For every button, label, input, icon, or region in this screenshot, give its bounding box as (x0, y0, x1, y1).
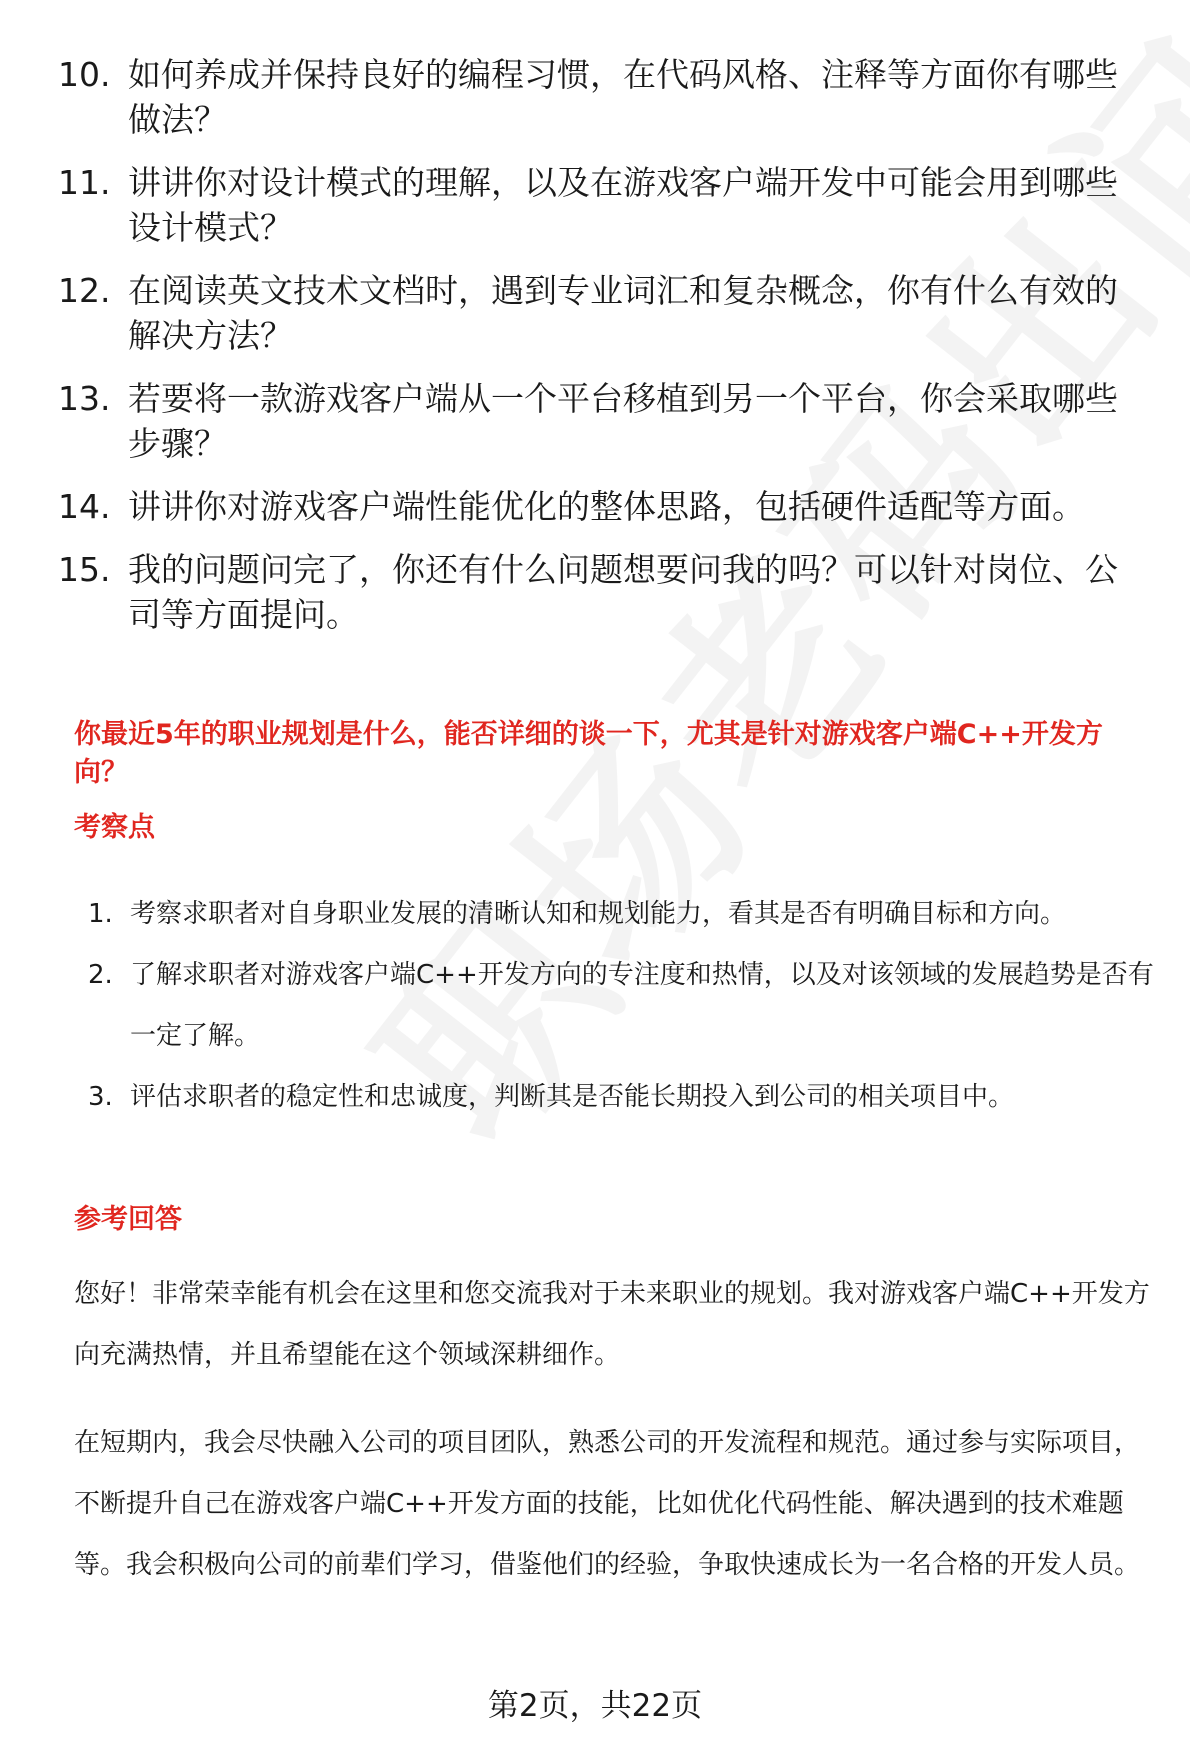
question-item (58, 268, 1148, 358)
point-text: 了解求职者对游戏客户端C++开发方向的专注度和热情，以及对该领域的发展趋势是否有一定了解。 (130, 960, 1154, 1051)
question-list (58, 52, 1148, 655)
page-number-footer: 第2页，共22页 (487, 1688, 703, 1724)
question-item (58, 547, 1148, 637)
question-text: 讲讲你对游戏客户端性能优化的整体思路，包括硬件适配等方面。 (128, 487, 1085, 526)
question-number: 14. (58, 487, 111, 526)
point-number: 2. (88, 960, 113, 990)
question-number: 15. (58, 550, 111, 589)
points-list (88, 884, 1158, 1128)
point-text: 考察求职者对自身职业发展的清晰认知和规划能力，看其是否有明确目标和方向。 (130, 899, 1067, 929)
point-item (88, 884, 1158, 945)
question-number: 10. (58, 55, 111, 94)
question-text: 如何养成并保持良好的编程习惯，在代码风格、注释等方面你有哪些做法？ (128, 55, 1118, 139)
points-heading: 考察点 (74, 812, 155, 843)
answer-paragraph: 在短期内，我会尽快融入公司的项目团队，熟悉公司的开发流程和规范。通过参与实际项目，不断提升自己在游戏客户端C++开发方面的技能，比如优化代码性能、解决遇到的技术难题等。我会积极向公司的前辈们学习，借鉴他们的经验，争取快速成长为一名合格的开发人员。 (74, 1428, 1141, 1580)
question-text: 若要将一款游戏客户端从一个平台移植到另一个平台，你会采取哪些步骤？ (128, 379, 1118, 463)
question-number: 13. (58, 379, 111, 418)
question-text: 在阅读英文技术文档时，遇到专业词汇和复杂概念，你有什么有效的解决方法？ (128, 271, 1118, 355)
question-number: 12. (58, 271, 111, 310)
point-number: 3. (88, 1082, 113, 1112)
question-item (58, 376, 1148, 466)
point-item (88, 945, 1158, 1067)
question-item (58, 52, 1148, 142)
section-question-title: 你最近5年的职业规划是什么，能否详细的谈一下，尤其是针对游戏客户端C++开发方向？ (74, 719, 1103, 788)
question-text: 我的问题问完了，你还有什么问题想要问我的吗？可以针对岗位、公司等方面提问。 (128, 550, 1118, 634)
question-number: 11. (58, 163, 111, 202)
point-item (88, 1067, 1158, 1128)
point-number: 1. (88, 899, 113, 929)
point-text: 评估求职者的稳定性和忠诚度，判断其是否能长期投入到公司的相关项目中。 (130, 1082, 1015, 1112)
answer-paragraph: 您好！非常荣幸能有机会在这里和您交流我对于未来职业的规划。我对游戏客户端C++开发方向充满热情，并且希望能在这个领域深耕细作。 (74, 1279, 1150, 1370)
answer-heading: 参考回答 (74, 1204, 182, 1235)
question-item (58, 160, 1148, 250)
question-text: 讲讲你对设计模式的理解，以及在游戏客户端开发中可能会用到哪些设计模式？ (128, 163, 1118, 247)
question-item (58, 484, 1148, 529)
